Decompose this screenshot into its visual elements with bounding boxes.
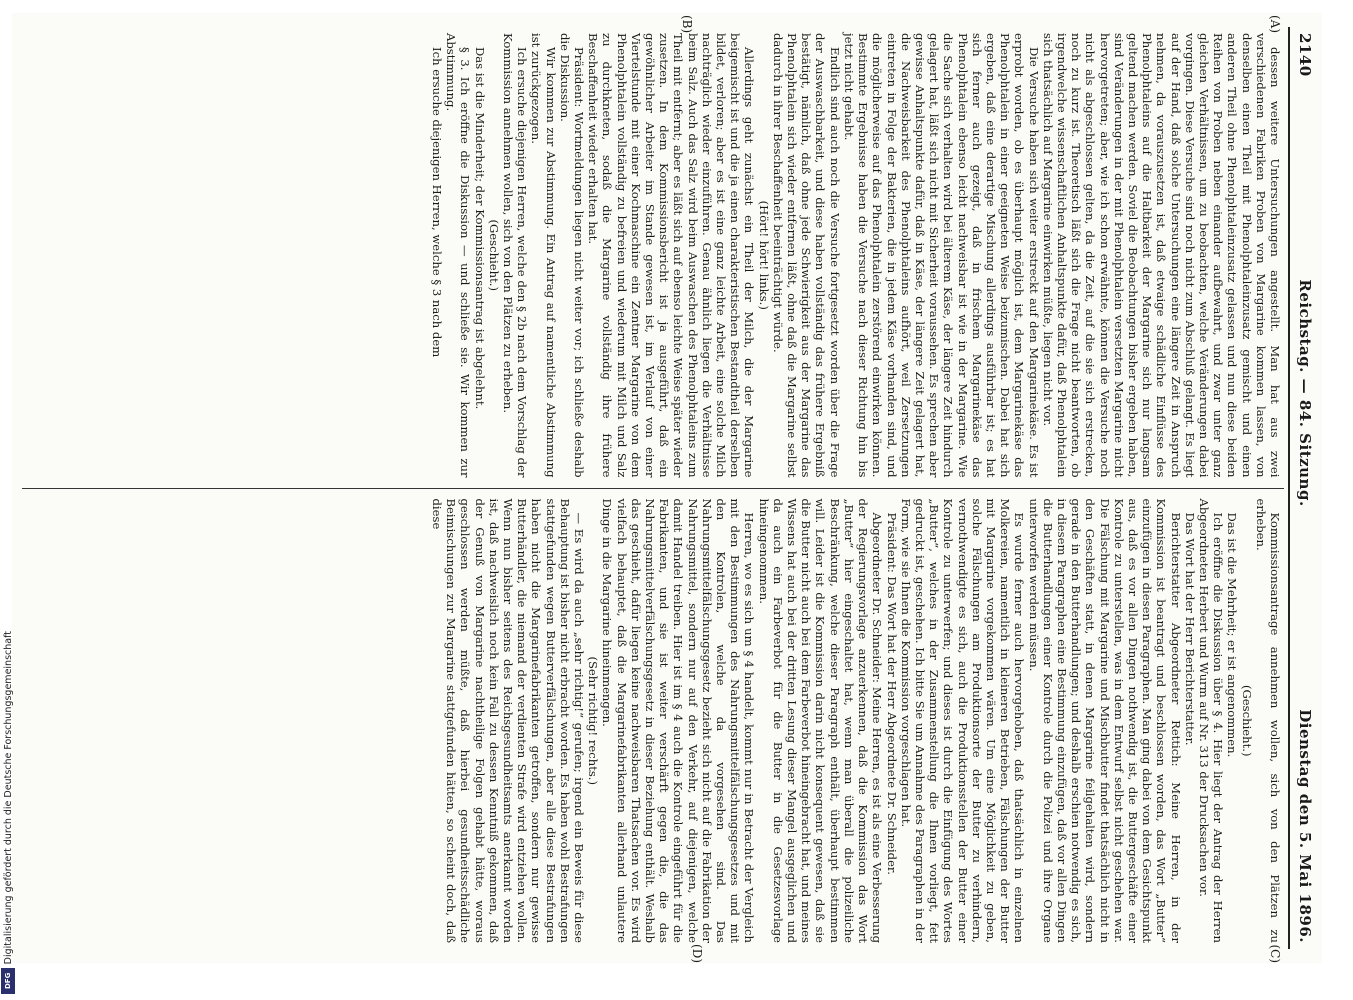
header-rule xyxy=(1288,27,1290,949)
scanned-page xyxy=(12,13,1322,963)
margin-marker-c: (C) xyxy=(1268,944,1282,963)
paragraph: Es wurde ferner auch hervorgehoben, daß thatsächlich in einzelnen Molkereien, namentlich in kleineren Betrieben, Fälschungen der Butter mit Margarine vorgekommen wären. Um eine Möglichkeit zu geben, solche Fälschungen am Produktionsorte der Butter zu verhindern, vernothwendigte es sich, auch die Produktionsstellen der Butter einer Kontrole zu unterwerfen; und dieses ist durch die Einfügung des Wortes „Butter“, welches in der Zusammenstellung die Ihnen vorliegt, fett gedruckt ist, geschehen. Ich bitte Sie um Annahme des Paragraphen in der Form, wie sie Ihnen die Kommission vorgeschlagen hat. xyxy=(898,498,1027,943)
paragraph: Das Wort hat der Herr Berichterstatter. xyxy=(1182,512,1197,746)
paragraph: Herren, wo es sich um § 4 handelt, kommt nur in Betracht der Vergleich mit den Bestimmungen des Nahrungsmittelfälschungsgesetzes und mit den Kontrolen, welche da vorgesehen sind. Das Nahrungsmittelfälschungsgesetz bezieht sich nicht auf die Fabrikation der Nahrungsmittel, sondern nur auf den Verkehr, auf diejenigen, welche damit Handel treiben. Hier ist im § 4 auch die Kontrole eingeführt für die Fabrikanten, und sie ist weiter verschärft gegen die, die das Nahrungsmittelverfälschungsgesetz in dieser Beziehung enthält. Weshalb das geschieht, dafür liegen keine nachweisbaren Thatsachen vor. Es wird vielfach behauptet, daß die Margarinefabrikanten allerhand unlautere Dinge in die Margarine hineinmengen. xyxy=(600,498,757,943)
text-columns xyxy=(22,15,1284,963)
paragraph: Das ist die Mehrheit; er ist angenommen. xyxy=(1225,512,1240,758)
paragraph: — Es wird da auch „sehr richtig!“ gerufen; irgend ein Beweis für diese Behauptung ist bisher nicht erbracht worden. Es haben wohl Bestrafungen stattgefunden wegen Butterverfälschungen, aber alle diese Bestrafungen haben nicht die Margarinefabrikanten getroffen, sondern nur gewisse Butterhändler, die niemand der verdienten Strafe wird entziehen wollen. Wenn nun bisher seitens des Reichsgesundheitsamts anerkannt worden ist, daß nachweislich noch kein Fall zu dessen Kenntniß gekommen, daß der Genuß von Margarine nachtheilige Folgen gehabt hätte, woraus geschlossen werden müßte, daß hierbei gesundheitsschädliche Beimischungen zur Margarine stattgefunden hätten, so scheint doch, daß diese xyxy=(430,498,587,943)
paragraph: Endlich sind auch noch die Versuche fortgesetzt worden über die Frage der Auswaschbarkeit, und diese haben vollständig das frühere Ergebniß bestätigt, nämlich, daß ohne jede Schwierigkeit aus der Margarine das Phenolphtalein sich wieder entfernen läßt, ohne daß die Margarine selbst dadurch in ihrer Beschaffenheit beeinträchtigt würde. xyxy=(770,33,842,478)
paragraph: dessen weitere Untersuchungen angestellt. Man hat aus zwei verschiedenen Fabriken Proben von Margarine kommen lassen, von denselben einen Theil mit Phenolphtaleinzusatz gemischt und einen anderen Theil ohne Phenolphtaleinzusatz gelassen und nun diese beiden Reihen von Proben neben einander aufbewahrt, und zwar unter ganz gleichen Verhältnissen, um zu beobachten, welche Veränderungen dabei vorgingen. Diese Versuche sind noch nicht zum Abschluß gelangt. Es liegt auf der Hand, daß solche Untersuchungen eine längere Zeit in Anspruch nehmen, da vorauszusetzen ist, daß etwaige schädliche Einflüsse des Phenolphtaleins auf die Haltbarkeit der Margarine sich nur langsam geltend machen werden. Soviel die Beobachtungen bisher ergeben haben, sind Veränderungen in der mit Phenolphtalein versetzten Margarine nicht hervorgetreten; aber, wie ich schon erwähnte, können die Versuche noch nicht als abgeschlossen gelten, da die Zeit, auf die sie sich erstrecken, noch zu kurz ist. Theoretisch läßt sich die Frage nicht beantworten, ob irgendwelche wissenschaftlichen Anhaltspunkte dafür, daß Phenolphtalein sich thatsächlich auf Margarine einwirken müßte, liegen nicht vor. xyxy=(1040,33,1282,478)
paragraph: Ich ersuche diejenigen Herren, welche § 3 nach dem xyxy=(430,47,445,358)
page-number: 2140 xyxy=(1296,33,1314,77)
margin-marker-b: (B) xyxy=(680,15,694,34)
paragraph: Kommissionsantrage annehmen wollen, sich von den Plätzen zu erheben. xyxy=(1253,498,1282,943)
column-divider xyxy=(22,488,1284,489)
paragraph: § 3. Ich eröffne die Diskussion — und schließe sie. Wir kommen zur Abstimmung. xyxy=(444,33,473,478)
paragraph: Ich eröffne die Diskussion über § 4. Hier liegt der Antrag der Herren Abgeordneten Herbert und Wurm auf Nr. 313 der Drucksachen vor. xyxy=(1196,498,1226,943)
margin-marker-a: (A) xyxy=(1268,15,1282,34)
president-statement: Präsident: Das Wort hat der Herr Abgeordnete Dr. Schneider. xyxy=(884,512,899,875)
paragraph: Die Versuche haben sich weiter erstreckt auf den Margarinekäse. Es ist erprobt worden, ob es überhaupt möglich ist, dem Margarinekäse das Phenolphtalein in einer geeigneten Weise beizumischen. Dabei hat sich ergeben, daß eine derartige Mischung allerdings ausführbar ist; es hat sich ferner auch gezeigt, daß in frischem Margarinekäse das Phenolphtalein ebenso leicht nachweisbar ist wie in der Margarine. Wie die Sache sich verhalten wird bei älterem Käse, der längere Zeit hindurch gelagert hat, läßt sich nicht mit Sicherheit voraussehen. Es sprechen aber gewisse Anhaltspunkte dafür, daß in Käse, der längere Zeit gelagert hat, die Nachweisbarkeit des Phenolphtaleins aufhört, weil Zersetzungen eintreten in Folge der Bakterien, die in jedem Käse vorhanden sind, und die möglicherweise auf das Phenolphtalein zerstörend einwirken können. Bestimmte Ergebnisse haben die Versuche nach dieser Richtung hin bis jetzt nicht gehabt. xyxy=(841,33,1041,478)
president-statement: Präsident: Wortmeldungen liegen nicht weiter vor; ich schließe deshalb die Diskussion. xyxy=(557,33,587,478)
interjection: (Sehr richtig! rechts.) xyxy=(586,656,601,786)
interjection: (Hört! hört! links.) xyxy=(756,200,771,310)
paragraph: Allerdings geht zunächst ein Theil der Milch, die der Margarine beigemischt ist und die ja einen charakteristischen Bestandtheil derselben bildet, verloren; aber es ist eine ganz leichte Arbeit, eine solche Milch nachträglich wieder einzuführen. Genau ähnlich liegen die Verhältnisse beim Salz. Auch das Salz wird beim Auswaschen des Phenolphtaleins zum Theil mit entfernt; aber es läßt sich auf ebenso leichte Weise später wieder zusetzen. In dem Kommissionsbericht ist ja ausgeführt, daß ein gewöhnlicher Arbeiter im Stande gewesen ist, im Verlauf von einer Viertelstunde mit einer Kochmaschine ein Zentner Margarine von dem Phenolphtalein vollständig zu befreien und wiederum mit Milch und Salz zu durchkneten, sodaß die Margarine vollständig ihre frühere Beschaffenheit wieder erhalten hat. xyxy=(586,33,757,478)
dfg-logo: DFG xyxy=(1,968,15,994)
interjection: (Geschieht.) xyxy=(1239,685,1254,757)
session-date: Dienstag den 5. Mai 1896. xyxy=(1296,709,1314,943)
paragraph: Wir kommen zur Abstimmung. Ein Antrag auf namentliche Abstimmung ist zurückgezogen. xyxy=(529,33,558,478)
speaker-statement: Abgeordneter Dr. Schneider: Meine Herren, es ist als eine Verbesserung der Regierungsvorlage anzuerkennen, daß die Kommission das Wort „Butter“ hier eingeschaltet hat, wenn man überall die polizeiliche Beschränkung, welche dieser Paragraph enthält, überhaupt bestimmen will. Leider ist die Kommission darin nicht konsequent gewesen, daß sie die Butter nicht auch bei dem Farbeverbot hineingebracht hat, und meines Wissens hat auch bei der dritten Lesung dieser Mangel ausgeglichen und da auch ein Farbeverbot für die Butter in die Gesetzesvorlage hineingenommen. xyxy=(756,498,885,943)
page-header xyxy=(1290,27,1314,949)
left-column xyxy=(22,27,1284,484)
paragraph: Das ist die Minderheit; der Kommissionsantrag ist abgelehnt. xyxy=(472,47,487,410)
rapporteur-statement: Berichterstatter Abgeordneter Rettich: Meine Herren, in der Kommission ist beantragt und beschlossen worden, das Wort „Butter“ einzufügen in diesen Paragraphen. Man ging dabei von dem Gesichtspunkt aus, daß es vor allen Dingen nothwendig ist, die Buttergeschäfte einer Kontrole zu unterstellen, was in dem Entwurf selbst nicht geschehen war. Die Fälschung mit Margarine und Mischbutter findet thatsächlich nicht in den Geschäften statt, in denen Margarine feilgehalten wird, sondern gerade in den Butterhandlungen; und deshalb erschien notwendig es sich, in diesem Paragraphen eine Bestimmung einzufügen, daß vor allen Dingen die Butterhandlungen einer Kontrole durch die Polizei und ihre Organe unterworfen werden müssen. xyxy=(1026,498,1183,943)
right-column xyxy=(22,493,1284,950)
funding-note: Digitalisierung gefördert durch die Deutsche Forschungsgemeinschaft xyxy=(3,630,14,964)
digitization-credit xyxy=(0,0,16,1000)
paragraph: Ich ersuche diejenigen Herren, welche den § 2b nach dem Vorschlag der Kommission annehmen wollen, sich von den Plätzen zu erheben. xyxy=(501,33,530,478)
interjection: (Geschieht.) xyxy=(486,219,501,291)
session-title: Reichstag. — 84. Sitzung. xyxy=(1296,279,1314,507)
margin-marker-d: (D) xyxy=(690,944,704,963)
